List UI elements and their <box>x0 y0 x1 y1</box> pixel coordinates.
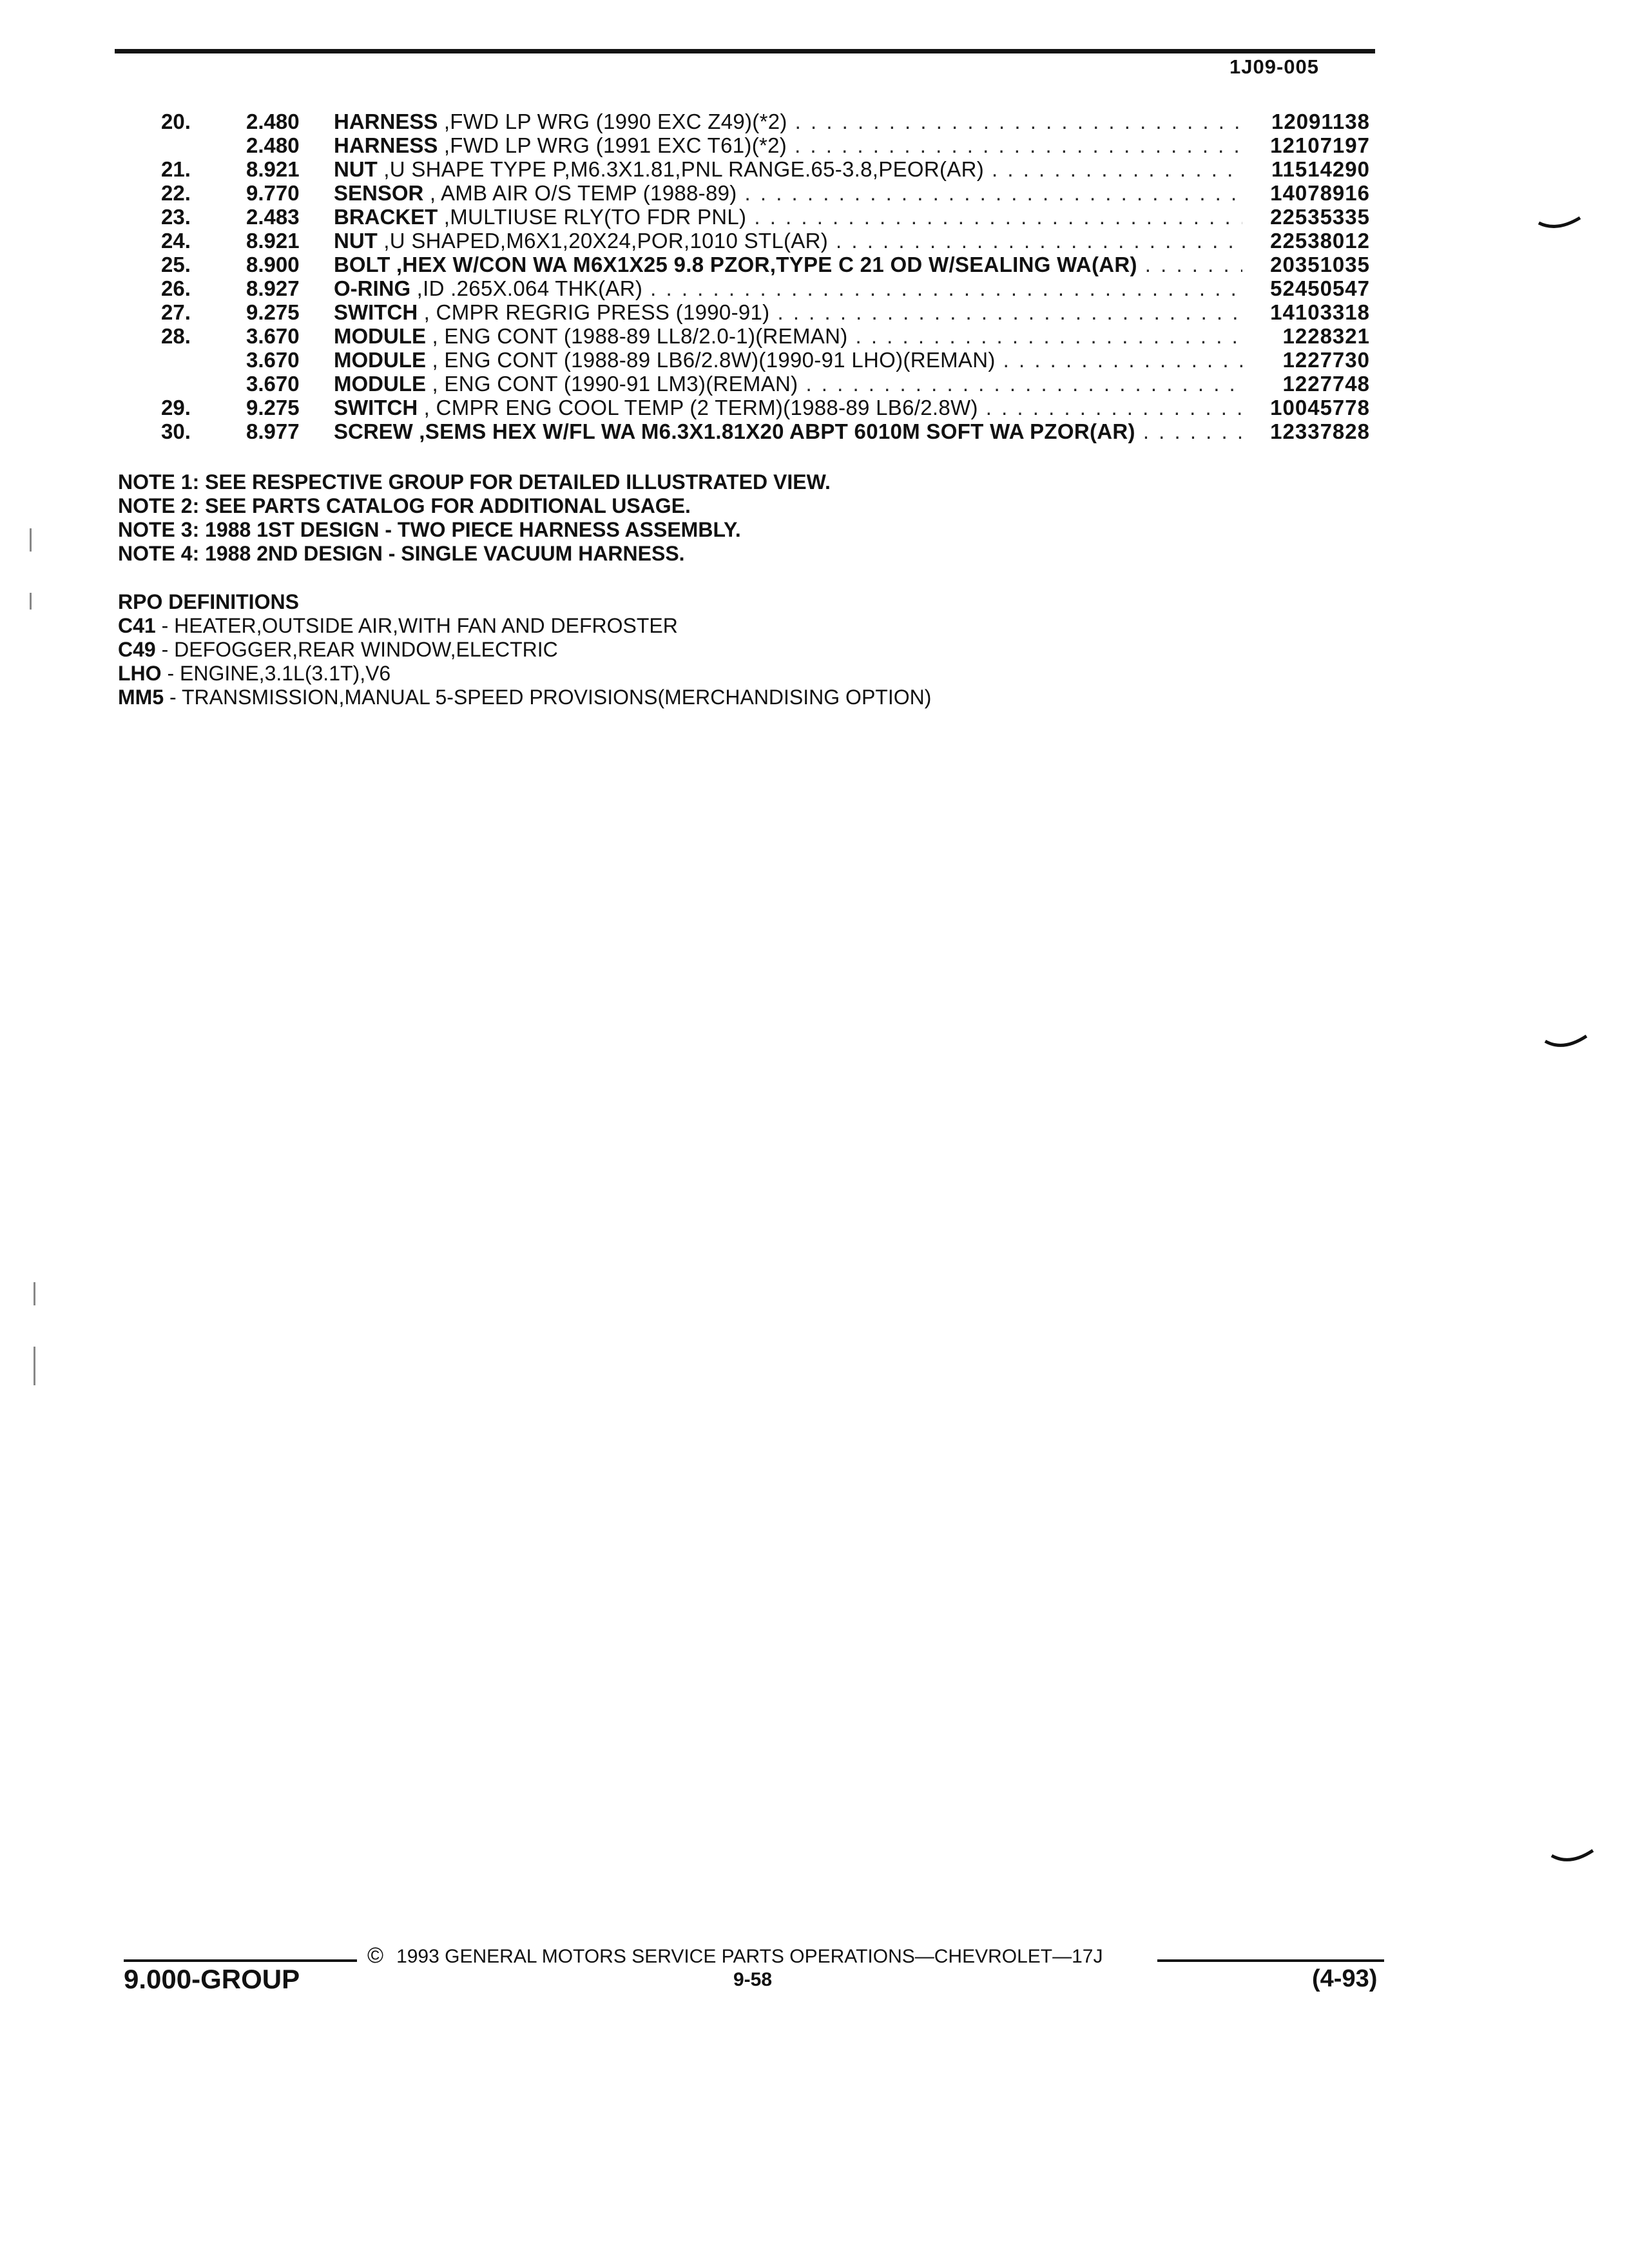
item-number: 24. <box>161 229 191 253</box>
dot-leader <box>795 133 1242 158</box>
part-row <box>0 110 1629 133</box>
part-description-text <box>334 205 746 229</box>
part-description <box>334 396 1242 420</box>
part-description <box>334 229 1242 253</box>
binder-mark-icon <box>1544 1032 1589 1052</box>
part-description <box>334 300 1242 325</box>
part-detail: ,U SHAPED,M6X1,20X24,POR,1010 STL(AR) <box>377 229 829 253</box>
part-description-text <box>334 396 978 420</box>
scan-mark <box>34 1282 35 1305</box>
rpo-item <box>118 614 931 638</box>
part-name: O-RING <box>334 276 411 300</box>
part-name: BRACKET <box>334 205 438 229</box>
dot-leader <box>795 110 1242 134</box>
parts-list <box>0 110 1629 443</box>
rpo-item <box>118 662 931 686</box>
item-number: 26. <box>161 276 191 300</box>
part-detail: , ENG CONT (1988-89 LB6/2.8W)(1990-91 LHO)(REMAN) <box>426 348 996 372</box>
part-description <box>334 276 1242 301</box>
part-name: HARNESS <box>334 133 438 157</box>
footer-rule-left <box>124 1959 357 1962</box>
part-name: MODULE <box>334 348 426 372</box>
rpo-code: LHO <box>118 662 162 685</box>
part-number: 1227748 <box>1282 372 1370 396</box>
item-number: 28. <box>161 324 191 348</box>
dot-leader <box>1145 253 1242 277</box>
part-detail: ,FWD LP WRG (1991 EXC T61)(*2) <box>438 133 787 157</box>
part-number: 1227730 <box>1282 348 1370 372</box>
group-number: 8.927 <box>246 276 300 300</box>
item-number: 30. <box>161 419 191 443</box>
part-description-text <box>334 300 769 325</box>
dot-leader <box>856 324 1243 349</box>
part-name: HARNESS <box>334 110 438 133</box>
part-description <box>334 181 1242 206</box>
part-name: SCREW <box>334 419 413 443</box>
dot-leader <box>1003 348 1242 372</box>
scan-mark <box>30 528 32 552</box>
part-number: 20351035 <box>1270 253 1370 276</box>
footer-rule-right <box>1157 1959 1384 1962</box>
part-description-text <box>334 133 787 158</box>
part-number: 22535335 <box>1270 205 1370 229</box>
rpo-code: C49 <box>118 638 156 661</box>
part-detail: , AMB AIR O/S TEMP (1988-89) <box>423 181 737 205</box>
group-number: 3.670 <box>246 348 300 372</box>
dot-leader <box>745 181 1242 206</box>
binder-mark-icon <box>1537 213 1583 232</box>
part-row <box>0 133 1629 157</box>
footer-page-number: 9-58 <box>733 1969 773 1990</box>
copyright-text: 1993 GENERAL MOTORS SERVICE PARTS OPERATIONS—CHEVROLET—17J <box>396 1946 1103 1967</box>
part-detail: ,HEX W/CON WA M6X1X25 9.8 PZOR,TYPE C 21 OD W/SEALING WA(AR) <box>390 253 1137 276</box>
part-description <box>334 348 1242 372</box>
rpo-text: - DEFOGGER,REAR WINDOW,ELECTRIC <box>155 638 558 661</box>
part-description-text <box>334 157 984 182</box>
part-number: 14103318 <box>1270 300 1370 324</box>
part-description-text <box>334 276 642 301</box>
item-number: 29. <box>161 396 191 419</box>
part-description-text <box>334 419 1135 444</box>
part-row <box>0 300 1629 324</box>
part-description-text <box>334 372 798 396</box>
group-number: 2.480 <box>246 133 300 157</box>
group-number: 9.275 <box>246 396 300 419</box>
item-number: 21. <box>161 157 191 181</box>
note-line: NOTE 2: SEE PARTS CATALOG FOR ADDITIONAL USAGE. <box>118 494 691 517</box>
part-row <box>0 181 1629 205</box>
dot-leader <box>836 229 1242 253</box>
footer-group: 9.000-GROUP <box>124 1964 300 1994</box>
group-number: 3.670 <box>246 324 300 348</box>
part-row <box>0 324 1629 348</box>
part-number: 14078916 <box>1270 181 1370 205</box>
part-detail: ,ID .265X.064 THK(AR) <box>410 276 643 300</box>
group-number: 8.921 <box>246 157 300 181</box>
copyright-line <box>367 1943 1103 1968</box>
dot-leader <box>650 276 1242 301</box>
part-row <box>0 253 1629 276</box>
part-detail: ,FWD LP WRG (1990 EXC Z49)(*2) <box>438 110 787 133</box>
group-number: 9.275 <box>246 300 300 324</box>
dot-leader <box>805 372 1242 396</box>
part-description <box>334 205 1242 229</box>
part-description <box>334 157 1242 182</box>
part-description <box>334 253 1242 277</box>
rpo-text: - ENGINE,3.1L(3.1T),V6 <box>161 662 391 685</box>
part-number: 52450547 <box>1270 276 1370 300</box>
rpo-text: - TRANSMISSION,MANUAL 5-SPEED PROVISIONS(MERCHANDISING OPTION) <box>164 686 932 709</box>
part-name: BOLT <box>334 253 390 276</box>
item-number: 23. <box>161 205 191 229</box>
part-description <box>334 110 1242 134</box>
part-description-text <box>334 229 828 253</box>
part-description-text <box>334 253 1137 277</box>
part-name: SWITCH <box>334 300 418 324</box>
note-line: NOTE 3: 1988 1ST DESIGN - TWO PIECE HARNESS ASSEMBLY. <box>118 518 741 541</box>
item-number: 27. <box>161 300 191 324</box>
part-number: 1228321 <box>1282 324 1370 348</box>
part-row <box>0 157 1629 181</box>
group-number: 8.921 <box>246 229 300 253</box>
part-row <box>0 372 1629 396</box>
part-number: 12091138 <box>1271 110 1370 133</box>
part-detail: , ENG CONT (1988-89 LL8/2.0-1)(REMAN) <box>426 324 848 348</box>
notes-section <box>118 470 831 566</box>
part-row <box>0 229 1629 253</box>
part-detail: , CMPR ENG COOL TEMP (2 TERM)(1988-89 LB6/2.8W) <box>418 396 978 419</box>
part-detail: ,SEMS HEX W/FL WA M6.3X1.81X20 ABPT 6010M SOFT WA PZOR(AR) <box>412 419 1135 443</box>
part-detail: , ENG CONT (1990-91 LM3)(REMAN) <box>426 372 798 396</box>
part-row <box>0 419 1629 443</box>
page-code: 1J09-005 <box>1229 55 1320 78</box>
part-name: NUT <box>334 157 378 181</box>
part-description <box>334 324 1242 349</box>
part-number: 10045778 <box>1270 396 1370 419</box>
rpo-item <box>118 686 931 709</box>
binder-mark-icon <box>1550 1847 1595 1866</box>
part-name: MODULE <box>334 324 426 348</box>
dot-leader <box>754 205 1242 229</box>
group-number: 2.483 <box>246 205 300 229</box>
part-number: 11514290 <box>1271 157 1370 181</box>
part-description-text <box>334 348 996 372</box>
item-number: 25. <box>161 253 191 276</box>
scan-mark <box>30 593 32 610</box>
rpo-item <box>118 638 931 662</box>
part-row <box>0 348 1629 372</box>
part-detail: ,MULTIUSE RLY(TO FDR PNL) <box>438 205 747 229</box>
dot-leader <box>992 157 1242 182</box>
note-line: NOTE 4: 1988 2ND DESIGN - SINGLE VACUUM HARNESS. <box>118 542 685 565</box>
part-row <box>0 205 1629 229</box>
rpo-heading: RPO DEFINITIONS <box>118 590 299 613</box>
part-description <box>334 133 1242 158</box>
group-number: 8.900 <box>246 253 300 276</box>
rpo-code: MM5 <box>118 686 164 709</box>
part-number: 22538012 <box>1270 229 1370 253</box>
copyright-symbol: © <box>367 1943 384 1968</box>
part-number: 12107197 <box>1270 133 1370 157</box>
scan-mark <box>34 1347 35 1385</box>
note-line: NOTE 1: SEE RESPECTIVE GROUP FOR DETAILED ILLUSTRATED VIEW. <box>118 470 831 494</box>
rpo-text: - HEATER,OUTSIDE AIR,WITH FAN AND DEFROSTER <box>155 614 678 637</box>
dot-leader <box>1143 419 1242 444</box>
part-name: MODULE <box>334 372 426 396</box>
group-number: 3.670 <box>246 372 300 396</box>
dot-leader <box>986 396 1242 420</box>
part-description-text <box>334 324 848 349</box>
part-name: SENSOR <box>334 181 424 205</box>
part-row <box>0 396 1629 419</box>
part-detail: ,U SHAPE TYPE P,M6.3X1.81,PNL RANGE.65-3.8,PEOR(AR) <box>377 157 985 181</box>
part-description-text <box>334 181 737 206</box>
group-number: 8.977 <box>246 419 300 443</box>
part-row <box>0 276 1629 300</box>
part-description <box>334 372 1242 396</box>
footer-date: (4-93) <box>1312 1965 1378 1992</box>
part-description-text <box>334 110 787 134</box>
item-number: 22. <box>161 181 191 205</box>
part-name: NUT <box>334 229 378 253</box>
group-number: 9.770 <box>246 181 300 205</box>
top-rule <box>115 49 1375 53</box>
rpo-code: C41 <box>118 614 156 637</box>
rpo-definitions <box>118 590 931 709</box>
part-description <box>334 419 1242 444</box>
dot-leader <box>777 300 1242 325</box>
part-name: SWITCH <box>334 396 418 419</box>
item-number: 20. <box>161 110 191 133</box>
part-detail: , CMPR REGRIG PRESS (1990-91) <box>418 300 770 324</box>
group-number: 2.480 <box>246 110 300 133</box>
part-number: 12337828 <box>1270 419 1370 443</box>
